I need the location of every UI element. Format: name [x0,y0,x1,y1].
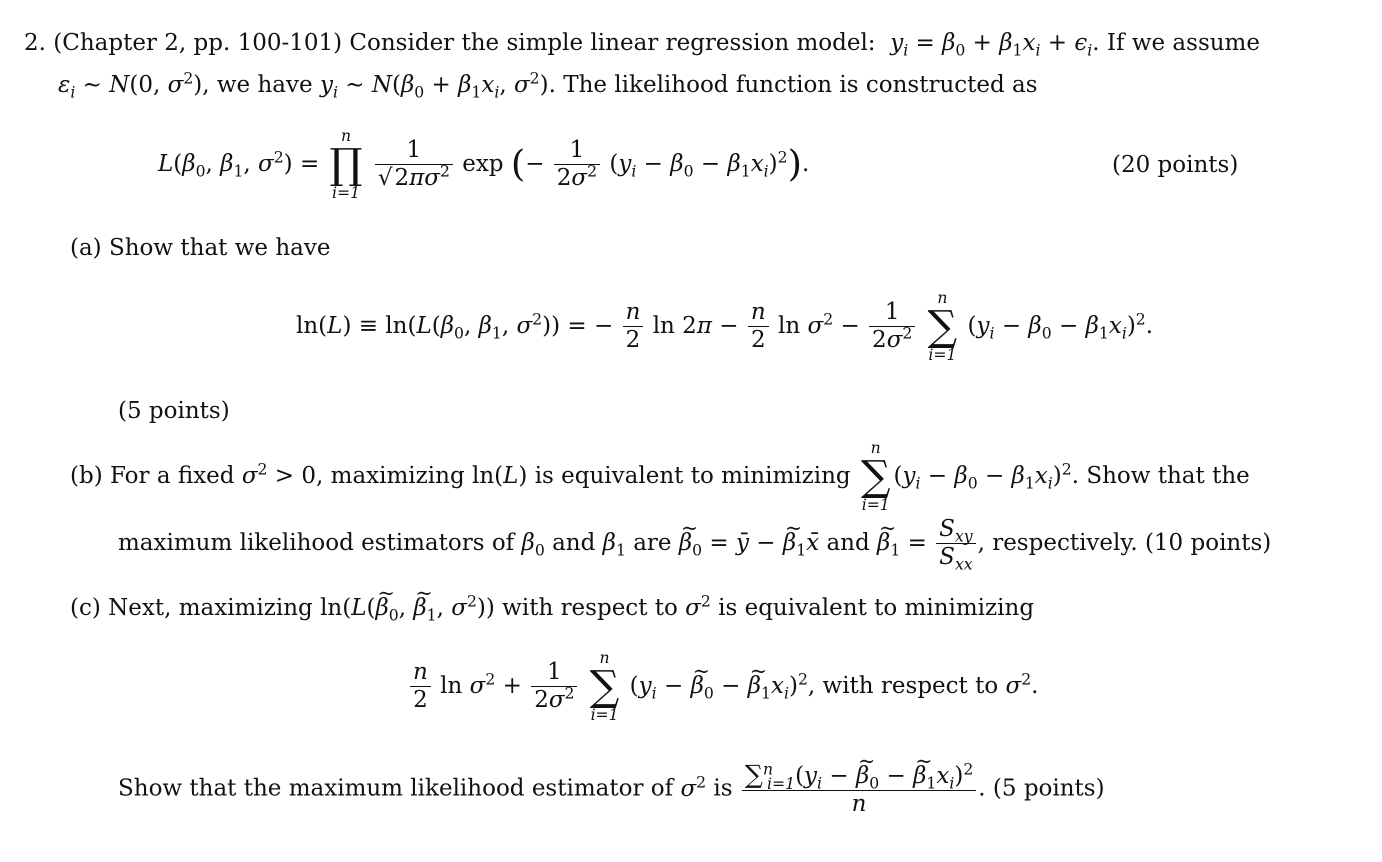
part-b-line-2: maximum likelihood estimators of $\beta_0$ and $\beta_1$ are ~ $\beta_0$ = ȳ − ~ $\beta_1x̄$ and ~ $\beta_1$ = $\frac{S_{xy}}{S_{xx}}$ , respectively. (10 points) [118,518,1271,569]
likelihood-equation: $L(\beta_0$, $\beta_1$, $\sigma^2$) = n ∏ i=1 $\frac{1}{√2\pi\sigma^2}$ exp (− $\frac{1}{2\sigma^2}$ $(y_i - \beta_0 - \beta_1x_i)^2$). [158,126,810,203]
we-have-text: , we have [202,72,313,98]
sxy-over-sxx: $\frac{S_{xy}}{S_{xx}}$ [936,518,975,569]
part-c-points: . (5 points) [978,775,1105,802]
part-b-points: , respectively. (10 points) [977,530,1272,556]
regression-model-equation: $y_i = \beta_0 + \beta_1x_i + \epsilon_i$. [890,30,1100,60]
problem-intro-text: (Chapter 2, pp. 100-101) Consider the simple linear regression model: [53,30,876,56]
part-b-line-1: (b) For a fixed $\sigma^2 > 0$, maximizing ln(L) is equivalent to minimizing n ∑ i=1 $(y_i - \beta_0 - \beta_1x_i)^2$. Show that the [70,438,1250,515]
part-b-label: (b) [70,462,103,489]
assume-text: If we assume [1106,30,1260,56]
part-c-text-2: with respect to [502,595,678,621]
with-respect-text: , with respect to [807,672,999,699]
and-text: and [552,530,596,556]
sigma-mle-fraction: $\frac{\sum^n_{i=1}(y_i - \sim \beta_0 - \sim \beta_1x_i)^2}{n}$ [742,762,976,816]
part-a-points: (5 points) [118,398,230,424]
problem-line-1 [24,30,1260,60]
part-c-text-1: Next, maximizing [108,595,313,621]
part-b-text-2: maximizing ln( [330,462,504,489]
part-b-text-4: . Show that the [1071,462,1250,489]
part-b-text-3: ) is equivalent to minimizing [518,462,851,489]
likelihood-intro-text: . The likelihood function is constructed as [548,72,1038,98]
are-text: are [633,530,672,556]
mle-text: maximum likelihood estimators of [118,530,515,556]
sum-symbol-c: n ∑ i=1 [589,648,620,725]
sum-symbol-b: n ∑ i=1 [860,438,891,515]
error-distribution: $\varepsilon_i$ ∼ N(0, $\sigma^2$) [58,68,203,102]
is-text: is [713,775,733,802]
product-symbol: n ∏ i=1 [329,126,363,203]
final-text: Show that the maximum likelihood estimator of [118,775,674,802]
problem-line-2 [58,68,1038,102]
problem-points: (20 points) [1112,152,1239,178]
part-a-label: (a) [70,235,102,261]
part-b-text-1: For a fixed [109,462,235,489]
part-c-final-line: Show that the maximum likelihood estimator of $\sigma^2$ is $\frac{\sum^n_{i=1}(y_i - \sim \beta_0 - \sim \beta_1x_i)^2}{n}$ . (5 points) [118,762,1105,816]
sigma-objective-equation: $\frac{n}{2}$ $\ln \sigma^2$ + $\frac{1}{2\sigma^2}$ n ∑ i=1 ($y_i$ − ~ $\beta_0$ − ~ $\beta_1x_i)^2$, with respect to $\sigma^2$. [408,650,1038,723]
response-distribution: $y_i$ ∼ $N(\beta_0 + \beta_1x_i$, $\sigma^2$) [319,68,549,102]
sum-symbol: n ∑ i=1 [927,288,958,365]
part-c-label: (c) [70,595,101,621]
part-c-text-3: is equivalent to minimizing [718,595,1035,621]
log-likelihood-equation: $\ln(L) \equiv \ln(L(\beta_0$, $\beta_1$, $\sigma^2$)) = − $\frac{n}{2}$ ln 2π − $\frac{n}{2}$ $\ln \sigma^2$ − $\frac{1}{2\sigma^2}$ n ∑ i=1 $(y_i - \beta_0 - \beta_1x_i)^2$. [296,288,1154,365]
part-a-line [70,237,330,260]
and-text-2: and [826,530,870,556]
problem-number: 2. [24,30,46,56]
part-a-text: Show that we have [108,235,331,261]
part-c-line-1: (c) Next, maximizing ln(L(~ $\beta_0$, ~ $\beta_1$, $\sigma^2$)) with respect to $\sigma^2$ is equivalent to minimizing [70,597,1034,620]
